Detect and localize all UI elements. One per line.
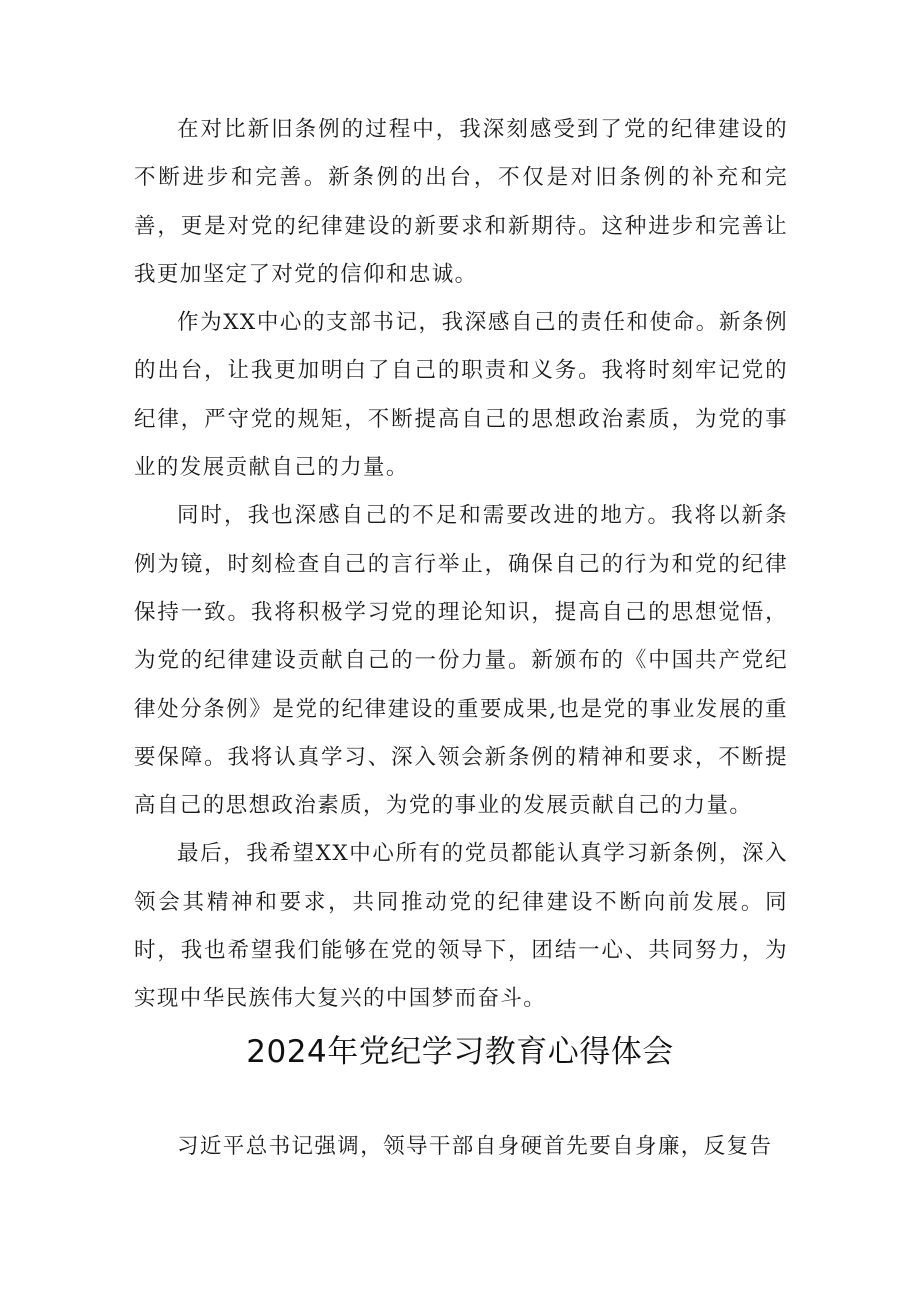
paragraph: 作为XX中心的支部书记，我深感自己的责任和使命。新条例的出台，让我更加明白了自己的职责和义务。我将时刻牢记党的纪律，严守党的规矩，不断提高自己的思想政治素质，为党的事业的发展贡献自己的力量。: [134, 310, 788, 481]
section-heading: 2024年党纪学习教育心得体会: [246, 1034, 674, 1070]
paragraph: 在对比新旧条例的过程中，我深刻感受到了党的纪律建设的不断进步和完善。新条例的出台，不仅是对旧条例的补充和完善，更是对党的纪律建设的新要求和新期待。这种进步和完善让我更加坚定了对党的信仰和忠诚。: [134, 117, 788, 287]
paragraph: 同时，我也深感自己的不足和需要改进的地方。我将以新条例为镜，时刻检查自己的言行举止，确保自己的行为和党的纪律保持一致。我将积极学习党的理论知识，提高自己的思想觉悟，为党的纪律建设贡献自己的一份力量。新颁布的《中国共产党纪律处分条例》是党的纪律建设的重要成果,也是党的事业发展的重要保障。我将认真学习、深入领会新条例的精神和要求，不断提高自己的思想政治素质，为党的事业的发展贡献自己的力量。: [134, 503, 788, 819]
second-section-body: [134, 1123, 788, 1171]
document-body: [134, 106, 788, 1024]
paragraph: 最后，我希望XX中心所有的党员都能认真学习新条例，深入领会其精神和要求，共同推动党的纪律建设不断向前发展。同时，我也希望我们能够在党的领导下，团结一心、共同努力，为实现中华民族伟大复兴的中国梦而奋斗。: [134, 841, 788, 1012]
paragraph: 习近平总书记强调，领导干部自身硬首先要自身廉，反复告: [177, 1134, 773, 1159]
